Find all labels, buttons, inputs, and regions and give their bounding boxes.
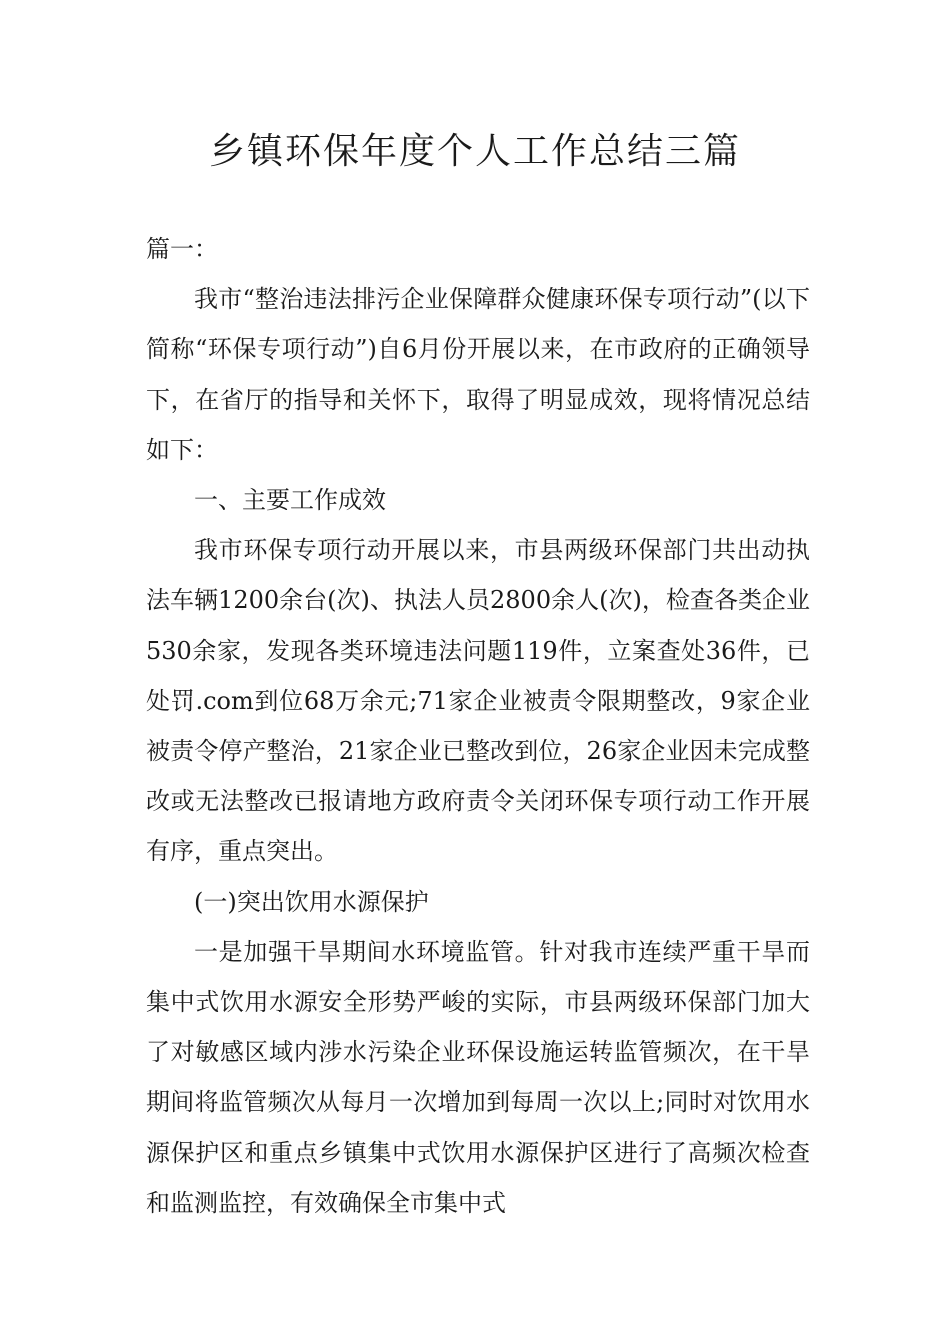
paragraph: 一是加强干旱期间水环境监管。针对我市连续严重干旱而集中式饮用水源安全形势严峻的实际，市县两级环保部门加大了对敏感区域内涉水污染企业环保设施运转监管频次，在干旱期间将监管频次从每月一次增加到每周一次以上;同时对饮用水源保护区和重点乡镇集中式饮用水源保护区进行了高频次检查和监测监控，有效确保全市集中式 (146, 937, 810, 1217)
document-body (146, 224, 810, 1228)
paragraph: 篇一： (146, 235, 218, 263)
document-title: 乡镇环保年度个人工作总结三篇 (208, 131, 741, 172)
paragraph: 我市“整治违法排污企业保障群众健康环保专项行动”(以下简称“环保专项行动”)自6月份开展以来，在市政府的正确领导下，在省厅的指导和关怀下，取得了明显成效，现将情况总结如下： (146, 285, 810, 464)
paragraph: 我市环保专项行动开展以来，市县两级环保部门共出动执法车辆1200余台(次)、执法人员2800余人(次)，检查各类企业530余家，发现各类环境违法问题119件，立案查处36件，已处罚.com到位68万余元;71家企业被责令限期整改，9家企业被责令停产整治，21家企业已整改到位，26家企业因未完成整改或无法整改已报请地方政府责令关闭环保专项行动工作开展有序，重点突出。 (146, 536, 810, 866)
subsection-heading: (一)突出饮用水源保护 (194, 887, 429, 916)
section-heading: 一、主要工作成效 (194, 486, 386, 515)
